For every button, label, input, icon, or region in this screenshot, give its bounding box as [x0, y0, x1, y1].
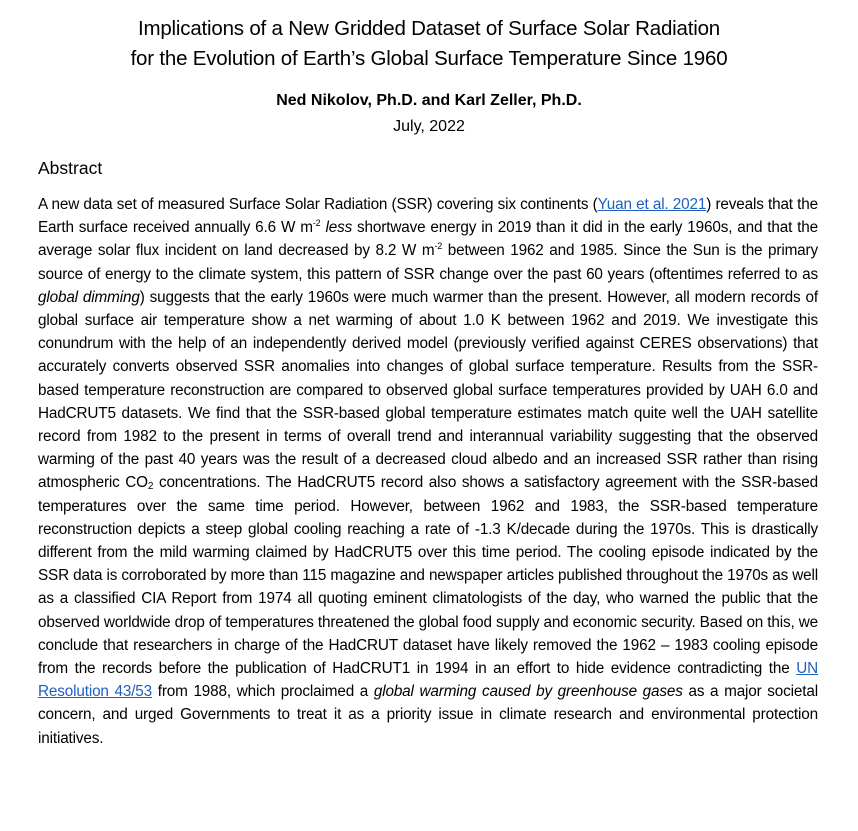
abstract-text: concentrations. The HadCRUT5 record also shows a satisfactory agreement with the SSR-based temperatures over the same time period. However, between 1962 and 1983, the SSR-based temperature reconstruction depicts a steep global cooling reaching a rate of -1.3 K/decade during the 1970s. This is drastically different from the mild warming claimed by HadCRUT5 over this time period. The cooling episode indicated by the SSR data is corroborated by more than 115 magazine and newspaper articles published throughout the 1970s as well as a classified CIA Report from 1974 all quoting eminent climatologists of the day, who warned the public that the observed worldwide drop of temperatures threatened the global food supply and economic security. Based on this, we conclude that researchers in charge of the HadCRUT dataset have likely removed the 1962 – 1983 cooling episode from the records before the publication of HadCRUT1 in 1994 in an effort to hide evidence contradicting the — [38, 474, 818, 678]
paper-date: July, 2022 — [393, 118, 465, 135]
abstract-heading: Abstract — [38, 158, 103, 178]
superscript: -2 — [312, 218, 321, 229]
paper-authors: Ned Nikolov, Ph.D. and Karl Zeller, Ph.D. — [276, 92, 582, 109]
abstract-text: A new data set of measured Surface Solar Radiation (SSR) covering six continents ( — [38, 196, 598, 213]
abstract-text: ) suggests that the early 1960s were much warmer than the present. However, all modern records of global surface air temperature show a net warming of about 1.0 K between 1962 and 2019. We investigate this conundrum with the help of an independently derived model (previously verified against CERES observations) that accurately converts observed SSR anomalies into changes of global surface temperature. Results from the SSR-based temperature reconstruction are compared to observed global surface temperatures provided by UAH 6.0 and HadCRUT5 datasets. We find that the SSR-based global temperature estimates match quite well the UAH satellite record from 1982 to the present in terms of overall trend and interannual variability suggesting that the observed warming of the past 40 years was the result of a decreased cloud albedo and an increased SSR rather than rising atmospheric CO — [38, 288, 818, 492]
abstract-text: from 1988, which proclaimed a — [152, 683, 374, 701]
title-line-2: for the Evolution of Earth’s Global Surface Temperature Since 1960 — [130, 47, 728, 70]
paper-title — [0, 14, 858, 74]
subscript: 2 — [147, 481, 154, 493]
un-resolution-link[interactable]: UN Resolution 43/53 — [38, 660, 818, 701]
superscript: -2 — [434, 241, 443, 252]
emphasis-global-dimming: global dimming — [38, 288, 140, 306]
citation-link-yuan-2021[interactable]: Yuan et al. 2021 — [597, 196, 707, 213]
emphasis-less: less — [325, 219, 353, 237]
abstract-body — [38, 193, 818, 750]
abstract-text: ) reveals that the Earth surface received annually 6.6 W m — [38, 196, 818, 237]
emphasis-global-warming: global warming caused by greenhouse gases — [373, 683, 683, 701]
abstract-text: between 1962 and 1985. Since the Sun is the primary source of energy to the climate system, this pattern of SSR change over the past 60 years (oftentimes referred to as — [38, 242, 818, 283]
abstract-text: shortwave energy in 2019 than it did in the early 1960s, and that the average solar flux incident on land decreased by 8.2 W m — [38, 219, 818, 260]
title-line-1: Implications of a New Gridded Dataset of Surface Solar Radiation — [137, 17, 720, 40]
abstract-text: as a major societal concern, and urged Governments to treat it as a priority issue in climate research and environmental protection initiatives. — [38, 683, 818, 747]
